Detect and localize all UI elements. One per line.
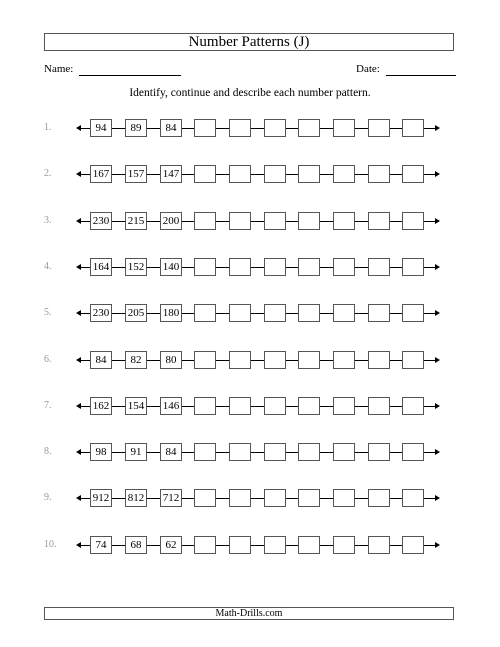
given-value-box: 146 <box>160 397 182 415</box>
problem-number: 5. <box>44 307 52 319</box>
answer-box[interactable] <box>229 536 251 554</box>
problem-row <box>0 303 500 325</box>
problem-row <box>0 442 500 464</box>
answer-box[interactable] <box>333 258 355 276</box>
given-value-box: 180 <box>160 304 182 322</box>
answer-box[interactable] <box>298 443 320 461</box>
answer-box[interactable] <box>402 119 424 137</box>
problem-number: 2. <box>44 168 52 180</box>
answer-box[interactable] <box>264 443 286 461</box>
given-value-box: 154 <box>125 397 147 415</box>
answer-box[interactable] <box>298 165 320 183</box>
given-value-box: 82 <box>125 351 147 369</box>
answer-box[interactable] <box>194 489 216 507</box>
given-value-box: 62 <box>160 536 182 554</box>
answer-box[interactable] <box>194 258 216 276</box>
answer-box[interactable] <box>368 119 390 137</box>
answer-box[interactable] <box>264 351 286 369</box>
answer-box[interactable] <box>194 119 216 137</box>
instructions: Identify, continue and describe each number pattern. <box>129 87 371 99</box>
answer-box[interactable] <box>194 351 216 369</box>
answer-box[interactable] <box>298 304 320 322</box>
given-value-box: 712 <box>160 489 182 507</box>
given-value-box: 140 <box>160 258 182 276</box>
problem-number: 8. <box>44 446 52 458</box>
arrow-left-icon <box>76 449 81 455</box>
answer-box[interactable] <box>264 397 286 415</box>
answer-box[interactable] <box>264 489 286 507</box>
arrow-left-icon <box>76 542 81 548</box>
name-label: Name: <box>44 63 74 75</box>
given-value-box: 167 <box>90 165 112 183</box>
answer-box[interactable] <box>264 119 286 137</box>
answer-box[interactable] <box>402 489 424 507</box>
given-value-box: 812 <box>125 489 147 507</box>
arrow-right-icon <box>435 264 440 270</box>
problem-number: 4. <box>44 260 52 272</box>
problem-row <box>0 211 500 233</box>
problem-row <box>0 396 500 418</box>
answer-box[interactable] <box>229 489 251 507</box>
answer-box[interactable] <box>402 351 424 369</box>
problem-number: 1. <box>44 122 52 133</box>
problem-row <box>0 535 500 557</box>
arrow-right-icon <box>435 403 440 409</box>
arrow-right-icon <box>435 495 440 501</box>
answer-box[interactable] <box>333 536 355 554</box>
given-value-box: 84 <box>160 119 182 137</box>
given-value-box: 147 <box>160 165 182 183</box>
footer: Math-Drills.com <box>44 607 454 620</box>
arrow-right-icon <box>435 171 440 177</box>
worksheet-title: Number Patterns (J) <box>44 33 454 51</box>
given-value-box: 912 <box>90 489 112 507</box>
arrow-right-icon <box>435 218 440 224</box>
given-value-box: 89 <box>125 119 147 137</box>
answer-box[interactable] <box>264 212 286 230</box>
answer-box[interactable] <box>194 304 216 322</box>
answer-box[interactable] <box>229 165 251 183</box>
answer-box[interactable] <box>368 443 390 461</box>
arrow-left-icon <box>76 357 81 363</box>
answer-box[interactable] <box>368 351 390 369</box>
answer-box[interactable] <box>194 212 216 230</box>
given-value-box: 68 <box>125 536 147 554</box>
given-value-box: 215 <box>125 212 147 230</box>
answer-box[interactable] <box>298 212 320 230</box>
answer-box[interactable] <box>229 304 251 322</box>
arrow-left-icon <box>76 125 81 131</box>
arrow-right-icon <box>435 125 440 131</box>
name-field[interactable] <box>44 63 181 76</box>
answer-box[interactable] <box>333 351 355 369</box>
given-value-box: 164 <box>90 258 112 276</box>
answer-box[interactable] <box>264 536 286 554</box>
answer-box[interactable] <box>298 536 320 554</box>
given-value-box: 80 <box>160 351 182 369</box>
answer-box[interactable] <box>402 258 424 276</box>
problem-number: 6. <box>44 353 52 365</box>
answer-box[interactable] <box>402 443 424 461</box>
answer-box[interactable] <box>402 165 424 183</box>
problem-number: 9. <box>44 492 52 504</box>
arrow-left-icon <box>76 403 81 409</box>
given-value-box: 157 <box>125 165 147 183</box>
arrow-left-icon <box>76 218 81 224</box>
arrow-right-icon <box>435 449 440 455</box>
arrow-left-icon <box>76 310 81 316</box>
date-line[interactable] <box>386 64 456 76</box>
answer-box[interactable] <box>264 258 286 276</box>
given-value-box: 230 <box>90 212 112 230</box>
answer-box[interactable] <box>229 351 251 369</box>
given-value-box: 91 <box>125 443 147 461</box>
answer-box[interactable] <box>368 165 390 183</box>
answer-box[interactable] <box>194 443 216 461</box>
given-value-box: 94 <box>90 119 112 137</box>
arrow-right-icon <box>435 310 440 316</box>
answer-box[interactable] <box>229 119 251 137</box>
answer-box[interactable] <box>333 304 355 322</box>
answer-box[interactable] <box>298 258 320 276</box>
answer-box[interactable] <box>298 119 320 137</box>
answer-box[interactable] <box>368 212 390 230</box>
answer-box[interactable] <box>402 304 424 322</box>
answer-box[interactable] <box>368 397 390 415</box>
date-label: Date: <box>356 63 380 75</box>
arrow-right-icon <box>435 542 440 548</box>
answer-box[interactable] <box>298 397 320 415</box>
answer-box[interactable] <box>194 397 216 415</box>
answer-box[interactable] <box>368 489 390 507</box>
answer-box[interactable] <box>333 397 355 415</box>
given-value-box: 74 <box>90 536 112 554</box>
answer-box[interactable] <box>333 119 355 137</box>
answer-box[interactable] <box>229 397 251 415</box>
answer-box[interactable] <box>333 443 355 461</box>
given-value-box: 98 <box>90 443 112 461</box>
problem-number: 7. <box>44 399 52 411</box>
answer-box[interactable] <box>229 443 251 461</box>
given-value-box: 162 <box>90 397 112 415</box>
problem-row <box>0 488 500 510</box>
arrow-left-icon <box>76 495 81 501</box>
answer-box[interactable] <box>333 489 355 507</box>
given-value-box: 230 <box>90 304 112 322</box>
answer-box[interactable] <box>402 397 424 415</box>
problem-number: 3. <box>44 214 52 226</box>
answer-box[interactable] <box>298 351 320 369</box>
answer-box[interactable] <box>229 258 251 276</box>
answer-box[interactable] <box>402 212 424 230</box>
given-value-box: 200 <box>160 212 182 230</box>
answer-box[interactable] <box>368 536 390 554</box>
problem-row <box>0 118 500 140</box>
arrow-right-icon <box>435 357 440 363</box>
arrow-left-icon <box>76 171 81 177</box>
answer-box[interactable] <box>264 304 286 322</box>
problem-row <box>0 257 500 279</box>
answer-box[interactable] <box>333 212 355 230</box>
given-value-box: 205 <box>125 304 147 322</box>
arrow-left-icon <box>76 264 81 270</box>
answer-box[interactable] <box>333 165 355 183</box>
given-value-box: 152 <box>125 258 147 276</box>
answer-box[interactable] <box>298 489 320 507</box>
answer-box[interactable] <box>402 536 424 554</box>
date-field[interactable] <box>356 63 456 76</box>
problem-row <box>0 164 500 186</box>
answer-box[interactable] <box>194 165 216 183</box>
answer-box[interactable] <box>194 536 216 554</box>
name-line[interactable] <box>79 64 181 76</box>
answer-box[interactable] <box>229 212 251 230</box>
problem-number: 10. <box>44 538 57 550</box>
given-value-box: 84 <box>90 351 112 369</box>
answer-box[interactable] <box>368 304 390 322</box>
given-value-box: 84 <box>160 443 182 461</box>
answer-box[interactable] <box>264 165 286 183</box>
answer-box[interactable] <box>368 258 390 276</box>
problem-row <box>0 350 500 372</box>
